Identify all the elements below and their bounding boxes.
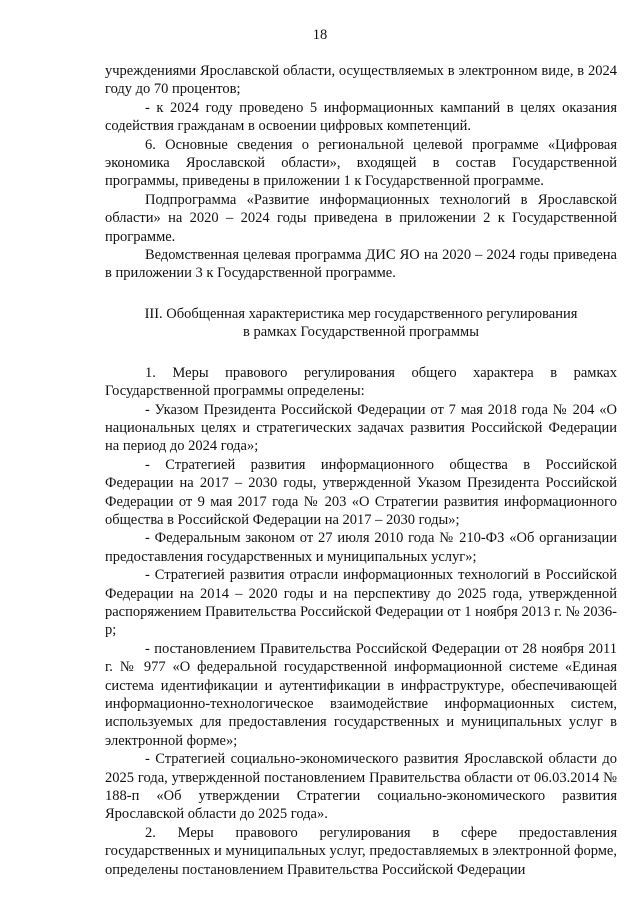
paragraph: - к 2024 году проведено 5 информационных кампаний в целях оказания содействия гражданам в освоении цифровых компетенций. <box>105 99 617 135</box>
paragraph: Подпрограмма «Развитие информационных технологий в Ярославской области» на 2020 – 2024 годы приведена в приложении 2 к Государственной программе. <box>105 191 617 245</box>
document-body <box>105 62 617 879</box>
paragraph: - постановлением Правительства Российской Федерации от 28 ноября 2011 г. № 977 «О федеральной государственной информационной системе «Единая система идентификации и аутентификации в инфраструктуре, обеспечивающей информационно-технологическое взаимодействие информационных систем, используемых для предоставления государственных и муниципальных услуг в электронной форме»; <box>105 640 617 749</box>
paragraph: 2. Меры правового регулирования в сфере предоставления государственных и муниципальных услуг, предоставляемых в электронной форме, определены постановлением Правительства Российской Федерации <box>105 824 617 878</box>
section-heading <box>105 305 617 342</box>
paragraph: - Стратегией социально-экономического развития Ярославской области до 2025 года, утвержденной постановлением Правительства области от 06.03.2014 № 188-п «Об утверждении Стратегии социально-экономического развития Ярославской области до 2025 года». <box>105 751 617 823</box>
section-heading-line: III. Обобщенная характеристика мер государственного регулирования <box>144 305 578 322</box>
paragraph-continuation: учреждениями Ярославской области, осуществляемых в электронном виде, в 2024 году до 70 процентов; <box>105 63 617 98</box>
paragraph: - Стратегией развития отрасли информационных технологий в Российской Федерации на 2014 – 2020 годы и на перспективу до 2025 года, утвержденной распоряжением Правительства Российской Федерации от 1 ноября 2013 г. № 2036-р; <box>105 567 617 639</box>
paragraph: 6. Основные сведения о региональной целевой программе «Цифровая экономика Ярославской области», входящей в состав Государственной программы, приведены в приложении 1 к Государственной программе. <box>105 136 617 190</box>
paragraph: - Федеральным законом от 27 июля 2010 года № 210-ФЗ «Об организации предоставления государственных и муниципальных услуг»; <box>105 530 617 565</box>
section-heading-line: в рамках Государственной программы <box>243 324 479 341</box>
paragraph: Ведомственная целевая программа ДИС ЯО на 2020 – 2024 годы приведена в приложении 3 к Государственной программе. <box>105 247 617 282</box>
paragraph: - Указом Президента Российской Федерации от 7 мая 2018 года № 204 «О национальных целях и стратегических задачах развития Российской Федерации на период до 2024 года»; <box>105 401 617 455</box>
paragraph: - Стратегией развития информационного общества в Российской Федерации на 2017 – 2030 годы, утвержденной Указом Президента Российской Федерации от 9 мая 2017 года № 203 «О Стратегии развития информационного общества в Российской Федерации на 2017 – 2030 годы»; <box>105 456 617 528</box>
page-number: 18 <box>312 27 328 43</box>
paragraph: 1. Меры правового регулирования общего характера в рамках Государственной программы определены: <box>105 364 617 400</box>
